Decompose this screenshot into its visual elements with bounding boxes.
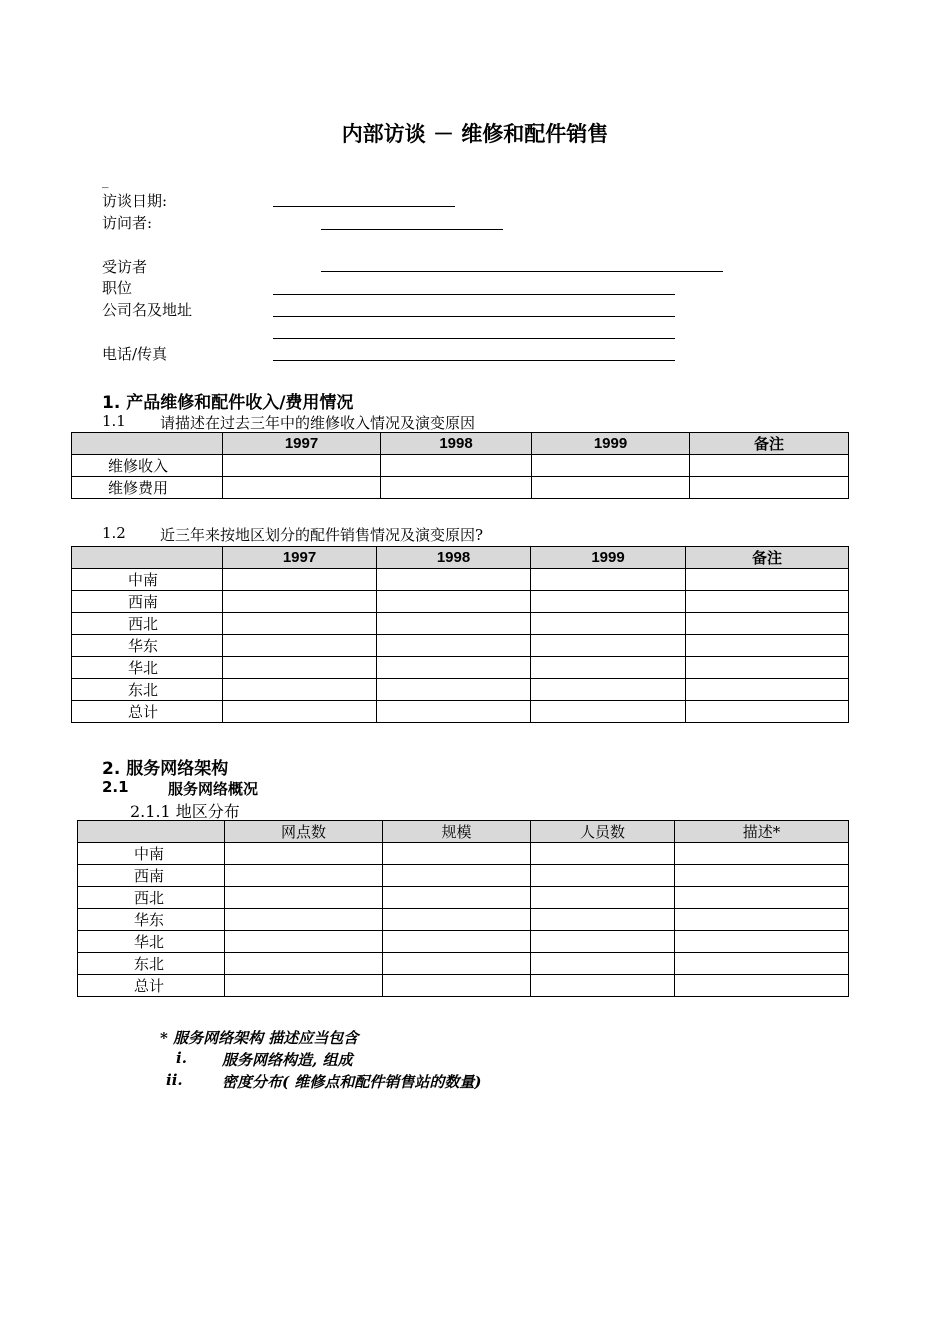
header-cell: 备注 xyxy=(686,547,849,569)
table-cell[interactable] xyxy=(377,613,531,635)
table-header-row xyxy=(72,547,849,569)
row-label: 总计 xyxy=(78,975,225,997)
header-cell xyxy=(72,547,223,569)
table-cell[interactable] xyxy=(377,657,531,679)
page-title: 内部访谈 － 维修和配件销售 xyxy=(341,122,609,146)
table-cell[interactable] xyxy=(531,865,675,887)
table-cell[interactable] xyxy=(531,679,686,701)
table-cell[interactable] xyxy=(223,477,381,499)
table-row xyxy=(78,931,849,953)
table-cell[interactable] xyxy=(225,909,383,931)
row-label: 维修收入 xyxy=(72,455,223,477)
table-cell[interactable] xyxy=(686,701,849,723)
table-row xyxy=(78,953,849,975)
table-cell[interactable] xyxy=(675,843,849,865)
table-cell[interactable] xyxy=(690,455,849,477)
position-field[interactable] xyxy=(273,294,675,295)
table-cell[interactable] xyxy=(531,931,675,953)
table-cell[interactable] xyxy=(686,569,849,591)
table-cell[interactable] xyxy=(225,843,383,865)
header-cell xyxy=(72,433,223,455)
interviewee-field[interactable] xyxy=(321,271,723,272)
table-cell[interactable] xyxy=(377,569,531,591)
note-item-text: 密度分布( 维修点和配件销售站的数量) xyxy=(222,1073,482,1091)
row-label: 西北 xyxy=(72,613,223,635)
table-cell[interactable] xyxy=(686,613,849,635)
header-cell: 规模 xyxy=(383,821,531,843)
row-label: 华北 xyxy=(72,657,223,679)
table-header-row xyxy=(78,821,849,843)
table-cell[interactable] xyxy=(383,953,531,975)
table-cell[interactable] xyxy=(686,679,849,701)
table-cell[interactable] xyxy=(531,909,675,931)
company-field[interactable] xyxy=(273,316,675,317)
row-label: 维修费用 xyxy=(72,477,223,499)
header-cell: 1999 xyxy=(532,433,690,455)
table-cell[interactable] xyxy=(383,843,531,865)
stray-mark: _ xyxy=(102,174,109,189)
sub-text: 服务网络概况 xyxy=(168,780,259,798)
table-cell[interactable] xyxy=(531,613,686,635)
header-cell: 1997 xyxy=(223,547,377,569)
table-row xyxy=(72,679,849,701)
section1-heading: 1. 产品维修和配件收入/费用情况 xyxy=(102,393,354,413)
table-cell[interactable] xyxy=(225,975,383,997)
company-field-line2[interactable] xyxy=(273,338,675,339)
header-cell: 1998 xyxy=(381,433,532,455)
interviewer-label: 访问者: xyxy=(102,214,153,232)
row-label: 西南 xyxy=(78,865,225,887)
phone-label: 电话/传真 xyxy=(102,345,168,363)
table-cell[interactable] xyxy=(686,657,849,679)
table-cell[interactable] xyxy=(383,909,531,931)
table-row xyxy=(78,909,849,931)
table-cell[interactable] xyxy=(531,975,675,997)
table-cell[interactable] xyxy=(675,865,849,887)
table-cell[interactable] xyxy=(531,843,675,865)
section2-heading: 2. 服务网络架构 xyxy=(102,759,229,779)
table-cell[interactable] xyxy=(532,477,690,499)
table-cell[interactable] xyxy=(223,679,377,701)
table-row xyxy=(72,477,849,499)
date-label: 访谈日期: xyxy=(102,192,168,210)
row-label: 中南 xyxy=(72,569,223,591)
table-cell[interactable] xyxy=(686,635,849,657)
table-cell[interactable] xyxy=(223,455,381,477)
table-cell[interactable] xyxy=(383,975,531,997)
header-cell: 1997 xyxy=(223,433,381,455)
table-cell[interactable] xyxy=(675,975,849,997)
table-cell[interactable] xyxy=(223,701,377,723)
row-label: 中南 xyxy=(78,843,225,865)
row-label: 东北 xyxy=(78,953,225,975)
table-row xyxy=(72,613,849,635)
service-network-table xyxy=(77,820,849,997)
header-cell: 描述* xyxy=(675,821,849,843)
header-cell: 人员数 xyxy=(531,821,675,843)
parts-sales-table xyxy=(71,546,849,723)
row-label: 华北 xyxy=(78,931,225,953)
table-cell[interactable] xyxy=(225,931,383,953)
date-field[interactable] xyxy=(273,206,455,207)
header-cell: 备注 xyxy=(690,433,849,455)
q1-text: 请描述在过去三年中的维修收入情况及演变原因 xyxy=(160,414,476,432)
table-row xyxy=(78,843,849,865)
table-cell[interactable] xyxy=(381,477,532,499)
table-cell[interactable] xyxy=(223,591,377,613)
table-cell[interactable] xyxy=(383,931,531,953)
table-cell[interactable] xyxy=(675,887,849,909)
table-header-row xyxy=(72,433,849,455)
header-cell: 网点数 xyxy=(225,821,383,843)
table-cell[interactable] xyxy=(531,701,686,723)
sub-number: 2.1 xyxy=(102,778,129,796)
table-cell[interactable] xyxy=(675,931,849,953)
table-cell[interactable] xyxy=(531,953,675,975)
row-label: 华东 xyxy=(78,909,225,931)
table-cell[interactable] xyxy=(532,455,690,477)
phone-field[interactable] xyxy=(273,360,675,361)
table-cell[interactable] xyxy=(223,635,377,657)
table-row xyxy=(78,887,849,909)
row-label: 总计 xyxy=(72,701,223,723)
notes-intro: * 服务网络架构 描述应当包含 xyxy=(160,1029,359,1047)
table-cell[interactable] xyxy=(383,887,531,909)
q2-text: 近三年来按地区划分的配件销售情况及演变原因? xyxy=(160,526,484,544)
table-cell[interactable] xyxy=(531,887,675,909)
table-row xyxy=(72,657,849,679)
table-cell[interactable] xyxy=(377,679,531,701)
q2-number: 1.2 xyxy=(102,524,126,542)
table-cell[interactable] xyxy=(381,455,532,477)
table-cell[interactable] xyxy=(686,591,849,613)
table-row xyxy=(72,635,849,657)
table-cell[interactable] xyxy=(531,635,686,657)
table-cell[interactable] xyxy=(223,657,377,679)
row-label: 西南 xyxy=(72,591,223,613)
table-row xyxy=(72,701,849,723)
position-label: 职位 xyxy=(102,279,133,297)
table-cell[interactable] xyxy=(531,591,686,613)
note-item-number: i. xyxy=(176,1049,187,1067)
table-cell[interactable] xyxy=(225,953,383,975)
table-row xyxy=(78,975,849,997)
table-cell[interactable] xyxy=(223,569,377,591)
subsub-heading: 2.1.1 地区分布 xyxy=(130,802,240,821)
table-row xyxy=(72,591,849,613)
table-cell[interactable] xyxy=(377,591,531,613)
row-label: 东北 xyxy=(72,679,223,701)
header-cell: 1998 xyxy=(377,547,531,569)
table-cell[interactable] xyxy=(225,865,383,887)
header-cell: 1999 xyxy=(531,547,686,569)
table-cell[interactable] xyxy=(690,477,849,499)
table-cell[interactable] xyxy=(223,613,377,635)
table-row xyxy=(72,455,849,477)
interviewer-field[interactable] xyxy=(321,229,503,230)
note-item-text: 服务网络构造, 组成 xyxy=(222,1051,353,1069)
table-row xyxy=(78,865,849,887)
table-cell[interactable] xyxy=(377,701,531,723)
repair-revenue-table xyxy=(71,432,849,499)
header-cell xyxy=(78,821,225,843)
table-cell[interactable] xyxy=(377,635,531,657)
table-cell[interactable] xyxy=(225,887,383,909)
table-row xyxy=(72,569,849,591)
table-cell[interactable] xyxy=(675,953,849,975)
interviewee-label: 受访者 xyxy=(102,258,148,276)
company-label: 公司名及地址 xyxy=(102,301,193,319)
table-cell[interactable] xyxy=(531,657,686,679)
note-item-number: ii. xyxy=(166,1071,183,1089)
table-cell[interactable] xyxy=(531,569,686,591)
row-label: 西北 xyxy=(78,887,225,909)
row-label: 华东 xyxy=(72,635,223,657)
table-cell[interactable] xyxy=(383,865,531,887)
q1-number: 1.1 xyxy=(102,412,126,430)
table-cell[interactable] xyxy=(675,909,849,931)
